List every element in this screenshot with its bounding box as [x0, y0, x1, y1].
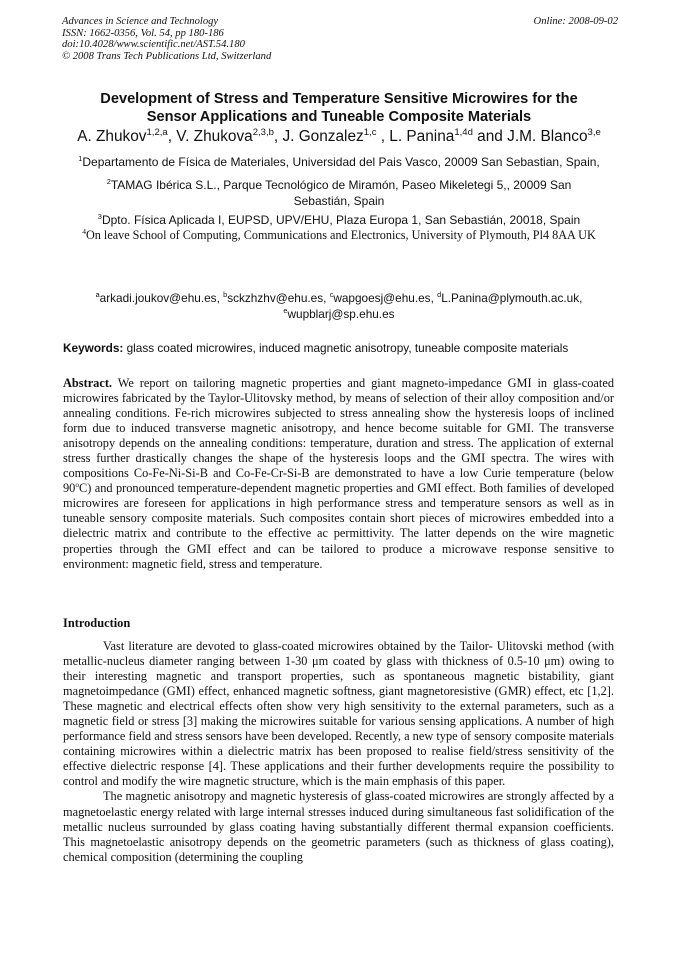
- title-line-2: Sensor Applications and Tuneable Composite Materials: [146, 109, 532, 125]
- author-affil-sup: 1,c: [363, 126, 377, 138]
- keywords-label: Keywords:: [63, 341, 124, 355]
- email-sup: a: [95, 290, 100, 300]
- author-sep: ,: [167, 128, 177, 145]
- abstract-label: Abstract.: [63, 376, 113, 390]
- author-name: L. Panina: [389, 128, 455, 145]
- author-affil-sup: 1,4d: [454, 126, 473, 138]
- email-sup: c: [329, 290, 334, 300]
- keywords: [63, 341, 623, 356]
- paper-title: [40, 90, 638, 126]
- degree-sup: o: [75, 480, 80, 490]
- online-date: Online: 2008-09-02: [533, 16, 618, 27]
- affil-text: Departamento de Física de Materiales, Universidad del Pais Vasco, 20009 San Sebastian, Spain,: [82, 155, 600, 169]
- affiliation-1: [40, 154, 638, 170]
- author-name: J. Gonzalez: [282, 128, 364, 145]
- introduction-heading: Introduction: [63, 616, 131, 630]
- email-e[interactable]: wupblarj@sp.ehu.es: [287, 307, 395, 321]
- affil-sup: 1: [78, 154, 83, 163]
- author-sep: ,: [376, 128, 390, 145]
- title-line-1: Development of Stress and Temperature Sensitive Microwires for the: [100, 91, 578, 107]
- author-name: A. Zhukov: [77, 128, 147, 145]
- abstract-text: We report on tailoring magnetic properties and giant magneto-impedance GMI in glass-coated microwires fabricated by the Taylor-Ulitovsky method, by means of selection of their alloy composition and/or annealing conditions. Fe-rich microwires subjected to stress annealing show the hysteresis loops of inclined form due to induced transverse magnetic anisotropy, and hence become suitable for GMI. The transverse anisotropy depends on the annealing conditions: temperature, duration and stress. The application of external stress further drastically changes the shape of the hysteresis loops and the GMI spectra. The wires with compositions Co-Fe-Ni-Si-B and Co-Fe-Cr-Si-B are demonstrated to have a low Curie temperature (below 90: [63, 376, 614, 496]
- affiliation-4: [40, 227, 638, 243]
- email-c[interactable]: wapgoesj@ehu.es: [333, 291, 431, 305]
- affil-text: Dpto. Física Aplicada I, EUPSD, UPV/EHU, Plaza Europa 1, San Sebastián, 20018, Spain: [101, 213, 581, 227]
- journal-header: [62, 16, 618, 62]
- affiliation-2: [40, 177, 638, 209]
- affil-sup: 3: [97, 212, 102, 221]
- author-affil-sup: 2,3,b: [252, 126, 274, 138]
- author-affil-sup: 1,2,a: [146, 126, 168, 138]
- email-b[interactable]: sckzhzhv@ehu.es: [227, 291, 324, 305]
- abstract-text-2: C) and pronounced temperature-dependent magnetic properties and GMI effect. Both families of developed microwires are foreseen for applications in high performance stress and temperature sensors as well as in tuneable sensory composite materials. Such composites contain short pieces of microwires embedded into a dielectric matrix and contribute to the effective ac permittivity. The latter depends on the wire magnetic properties through the GMI effect and can be tailored to produce a microwave response sensitive to environment: magnetic field, stress and temperature.: [63, 481, 614, 571]
- author-sep: ,: [273, 128, 283, 145]
- affil-text: Sebastián, Spain: [293, 194, 385, 208]
- email-sup: d: [437, 290, 442, 300]
- email-a[interactable]: arkadi.joukov@ehu.es: [99, 291, 217, 305]
- author-name: J.M. Blanco: [507, 128, 588, 145]
- keywords-text: glass coated microwires, induced magnetic anisotropy, tuneable composite materials: [126, 341, 569, 355]
- email-sup: e: [283, 306, 288, 316]
- journal-copyright: © 2008 Trans Tech Publications Ltd, Switzerland: [62, 50, 272, 62]
- journal-issn: ISSN: 1662-0356, Vol. 54, pp 180-186: [62, 27, 224, 39]
- email-d[interactable]: L.Panina@plymouth.ac.uk,: [441, 291, 583, 305]
- author-sep: and: [472, 128, 508, 145]
- intro-paragraph-2: The magnetic anisotropy and magnetic hysteresis of glass-coated microwires are strongly affected by a magnetoelastic energy related with large internal stresses induced during simultaneous fast solidification of the metallic nucleus surrounded by glass coating having substantially different thermal expansion coefficients. This magnetoelastic anisotropy depends on the geometric parameters (such as thickness of glass coating), chemical composition (determining the coupling: [63, 789, 614, 864]
- author-affil-sup: 3,e: [587, 126, 601, 138]
- introduction-body: [63, 639, 614, 865]
- email-sup: b: [223, 290, 228, 300]
- affil-text: On leave School of Computing, Communications and Electronics, University of Plymouth, Pl4 8AA UK: [85, 228, 596, 242]
- email-list: $^a$arkadi.joukov@ehu.es, $^b$sckzhzhv@ehu.es, $^c$wapgoesj@ehu.es, $^d$L.Panina@plymouth.ac.uk, $^e$wupblarj@sp.ehu.es: [95, 290, 583, 321]
- affil-text: TAMAG Ibérica S.L., Parque Tecnológico de Miramón, Paseo Mikeletegi 5,, 20009 San: [110, 178, 572, 192]
- author-name: V. Zhukova: [176, 128, 253, 145]
- affil-sup: 4: [82, 226, 86, 236]
- affil-sup: 2: [106, 177, 111, 186]
- affiliation-3: [40, 212, 638, 228]
- intro-paragraph-1: Vast literature are devoted to glass-coated microwires obtained by the Tailor- Ulitovski method (with metallic-nucleus diameter ranging between 1-30 μm coated by glass with thickness of 0.5-10 μm) owing to their interesting magnetic and transport properties, such as spontaneous magnetic bistability, giant magnetoimpedance (GMI) effect, enhanced magnetic softness, giant magnetoresistive (GMR) effect, etc [1,2]. These magnetic and electrical effects often show very high sensitivity to the external parameters, such as a magnetic field or stress [3] making the microwires suitable for various sensing applications. A number of high performance field and stress sensors have been developed. Recently, a new type of sensory composite materials containing microwires within a dielectric matrix has been proposed to realise field/stress sensitivity of the effective dielectric response [4]. These applications and their further developments require the possibility to control and modify the wire magnetic structure, which is the main emphasis of this paper.: [63, 639, 614, 789]
- journal-doi: doi:10.4028/www.scientific.net/AST.54.180: [62, 39, 245, 51]
- abstract: [63, 376, 614, 572]
- journal-name: Advances in Science and Technology: [62, 16, 219, 27]
- author-list: [20, 127, 658, 147]
